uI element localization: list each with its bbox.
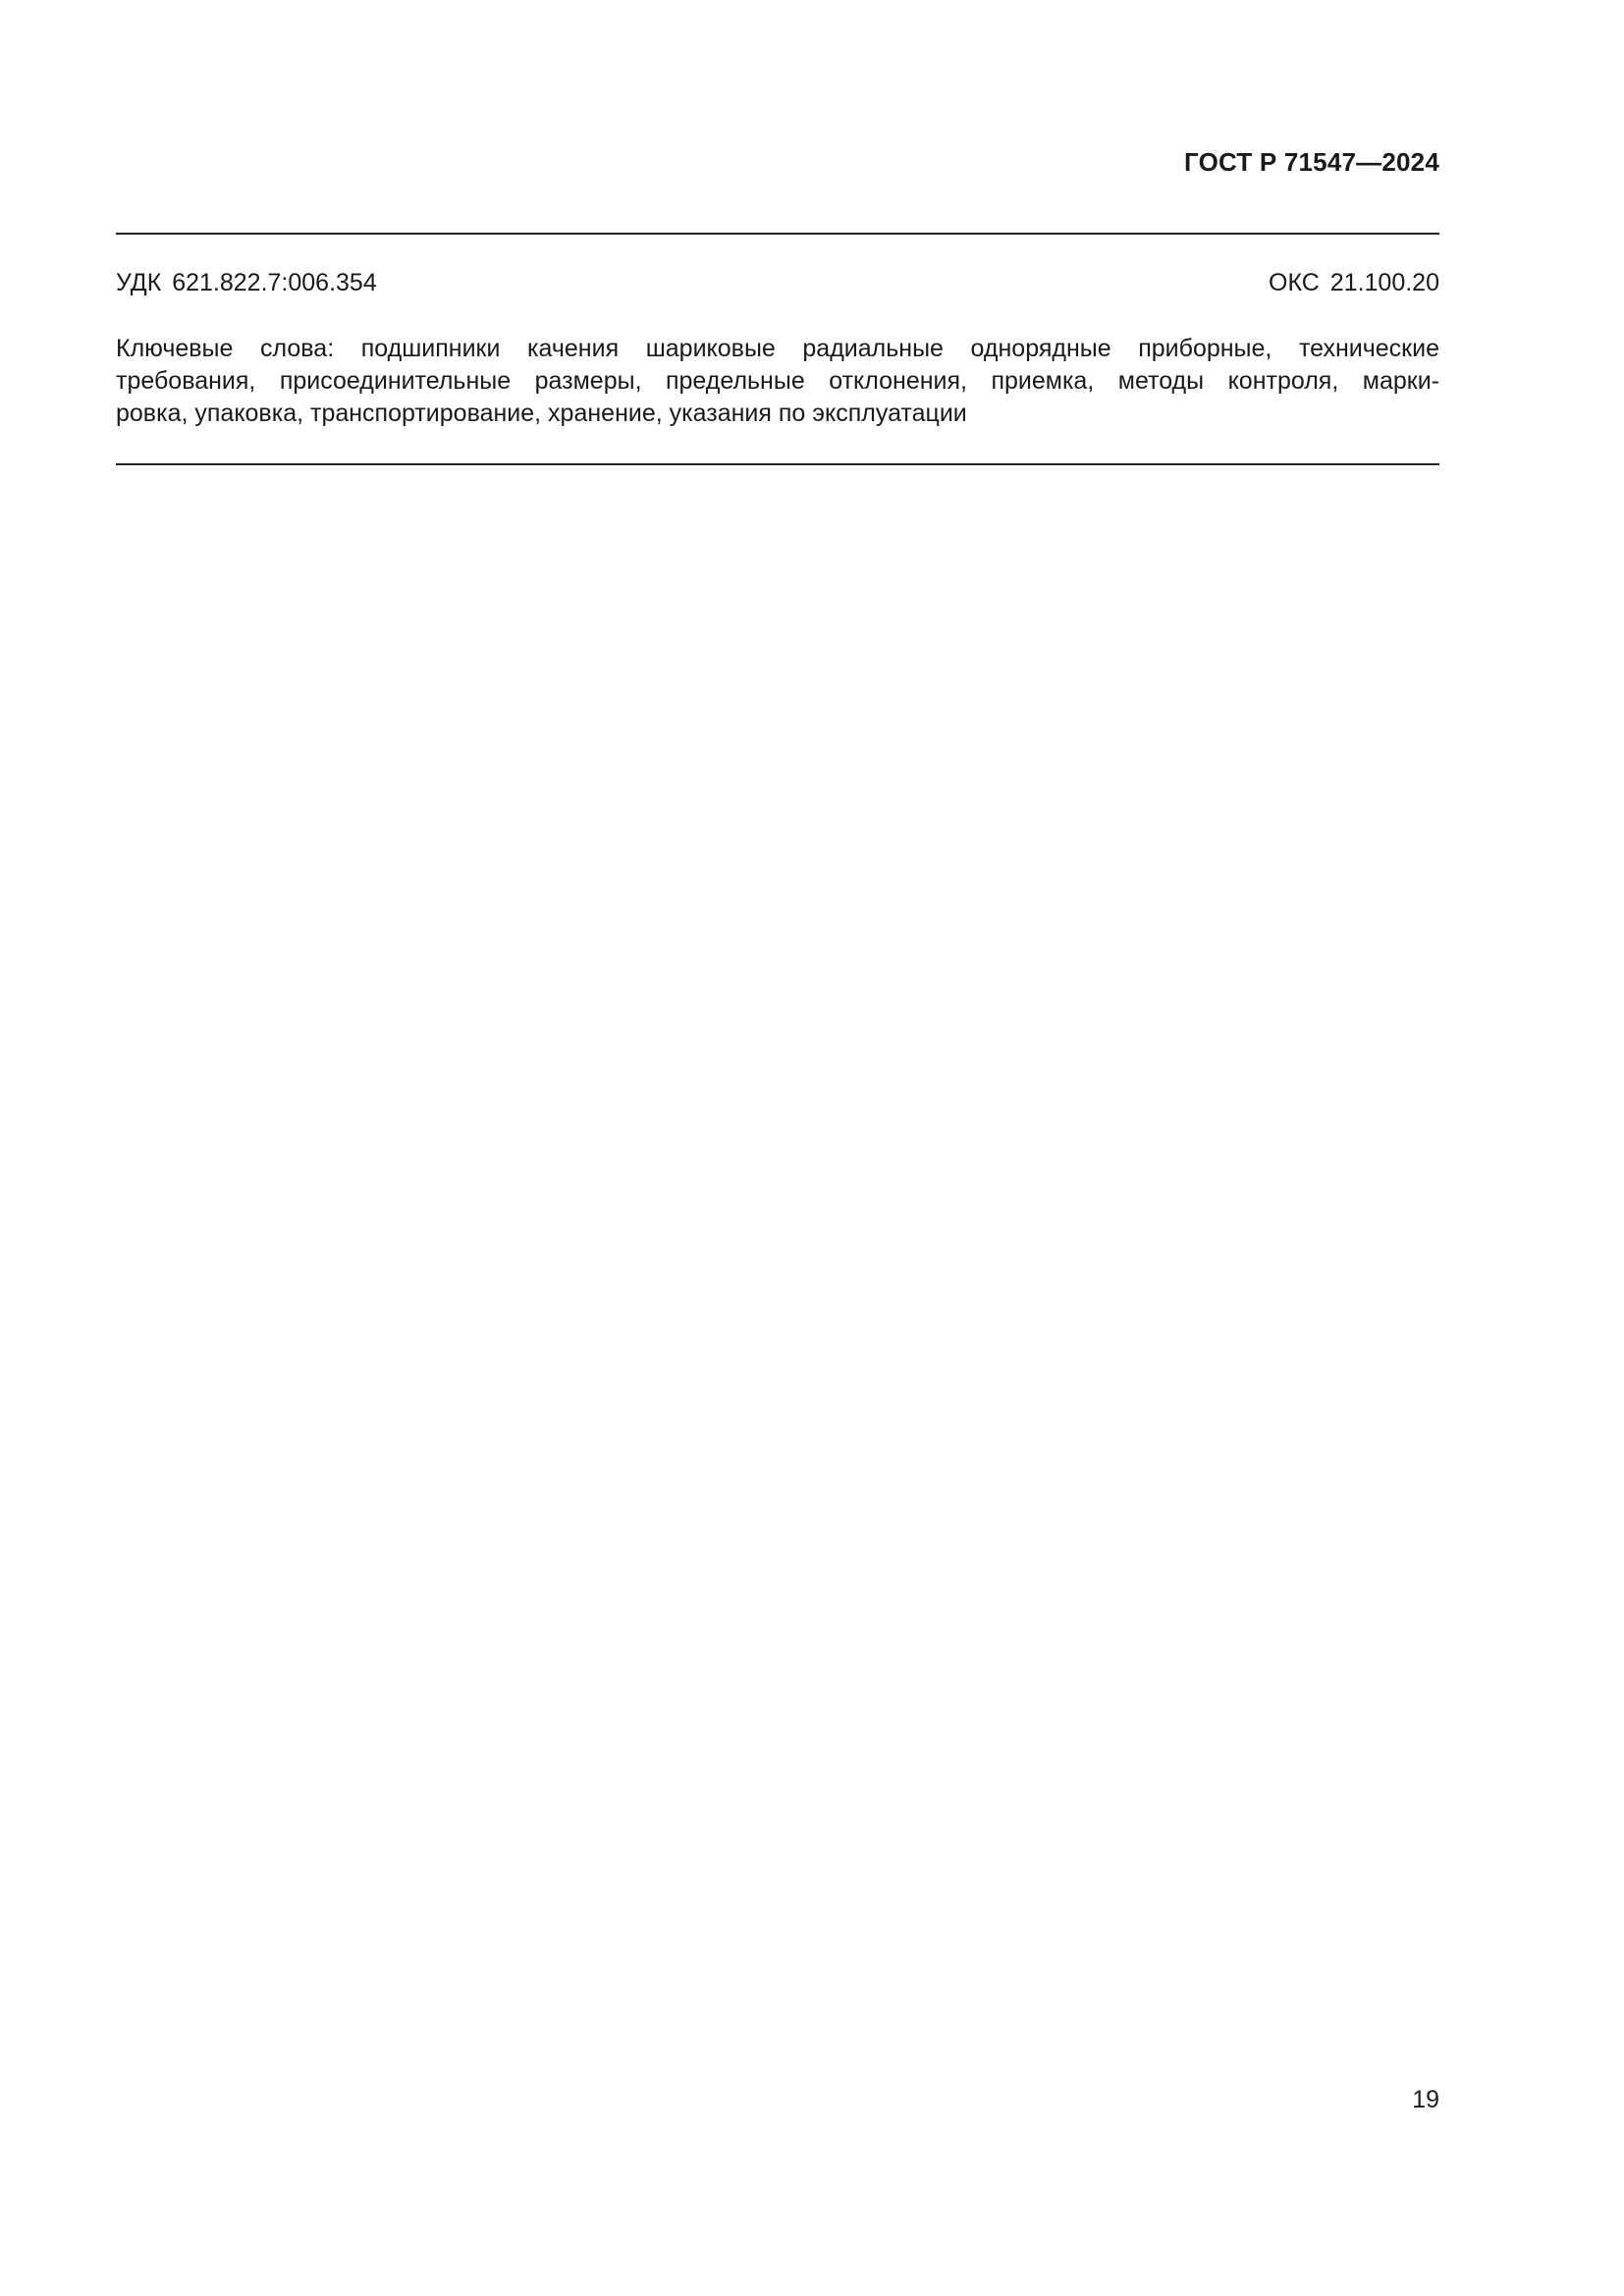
keywords-line: ровка, упаковка, транспортирование, хранение, указания по эксплуатации (116, 400, 967, 427)
oks-code: ОКС 21.100.20 (1269, 269, 1439, 296)
keywords-line: требования, присоединительные размеры, предельные отклонения, приемка, методы контроля, марки- (116, 367, 1439, 395)
page-number: 19 (1412, 2086, 1439, 2113)
document-number: ГОСТ Р 71547—2024 (1184, 147, 1439, 177)
keywords-paragraph (116, 333, 1439, 430)
udk-code: УДК 621.822.7:006.354 (116, 269, 377, 296)
top-divider (116, 233, 1439, 235)
bottom-divider (116, 463, 1439, 465)
keywords-line: Ключевые слова: подшипники качения шариковые радиальные однорядные приборные, технические (116, 335, 1439, 362)
